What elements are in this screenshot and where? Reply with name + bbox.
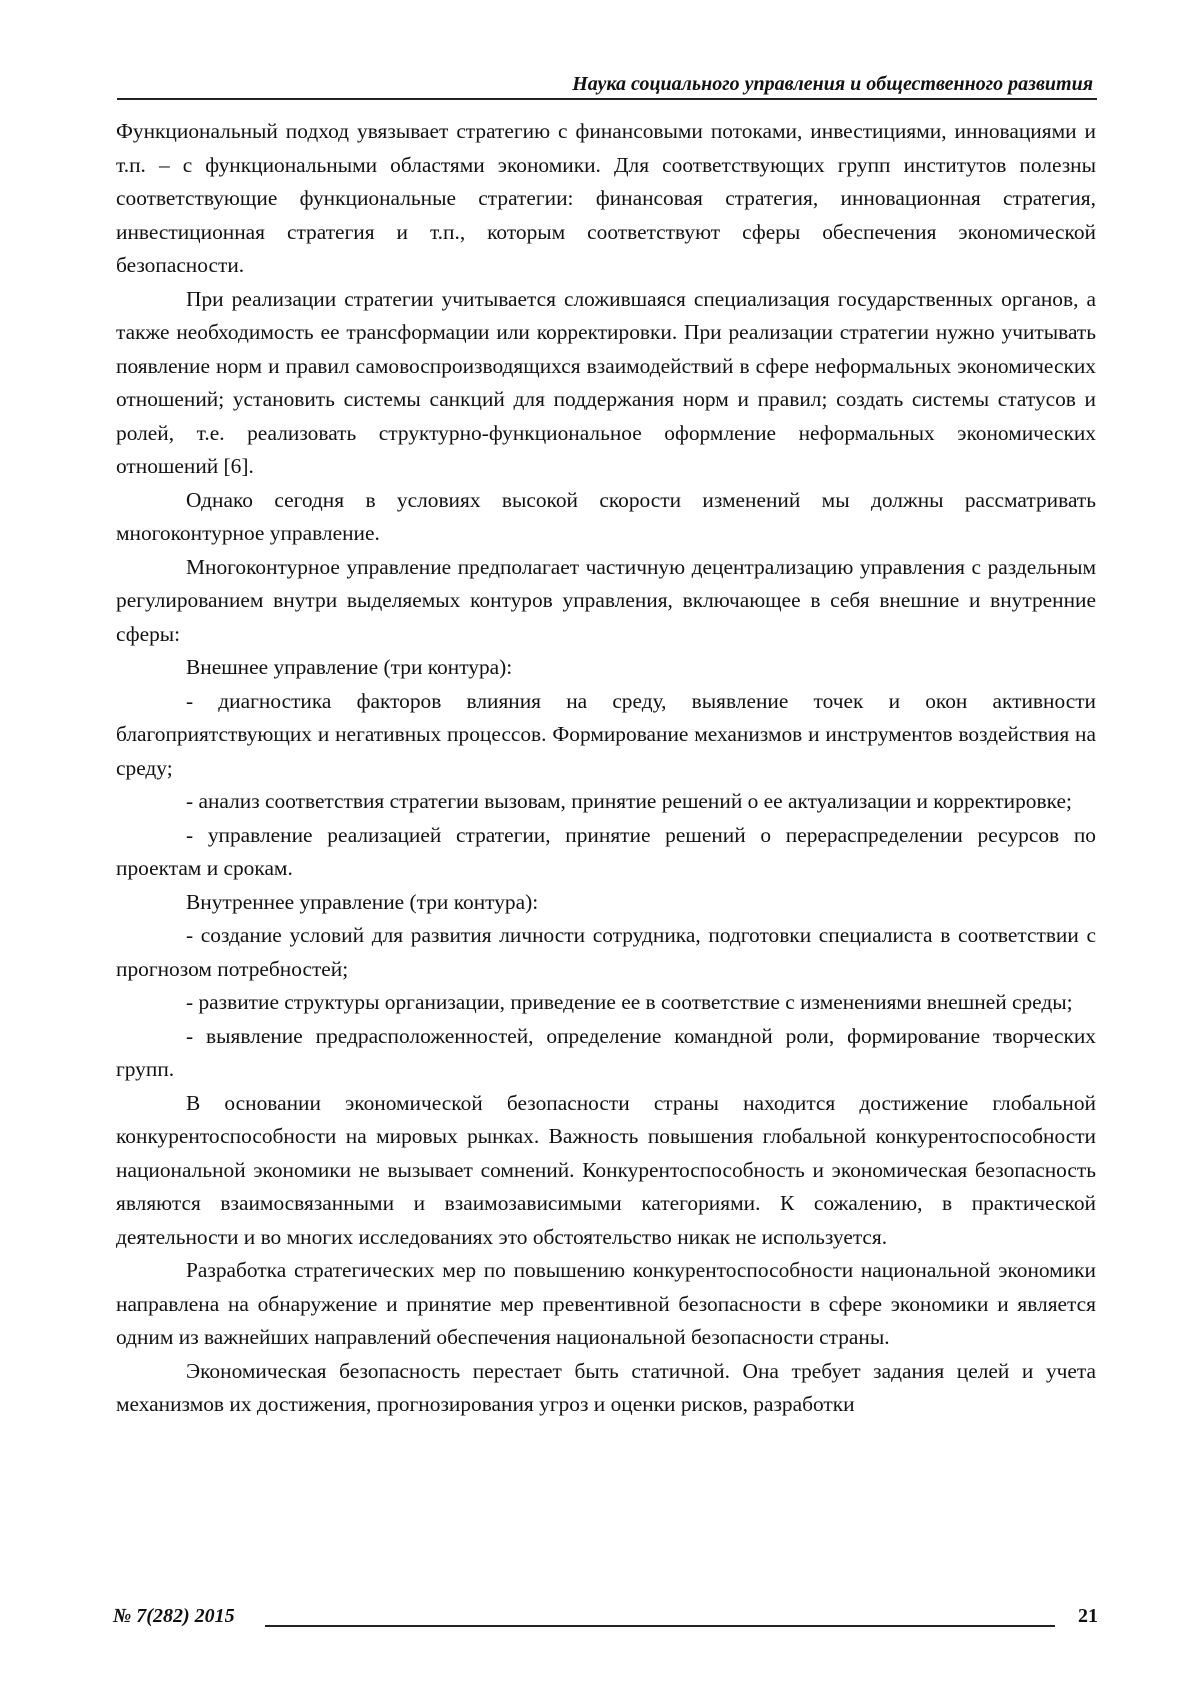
list-item: - выявление предрасположенностей, определение командной роли, формирование творческих групп. — [116, 1020, 1096, 1087]
page-header — [117, 70, 1097, 100]
issue-number: № 7(282) 2015 — [113, 1605, 235, 1628]
article-body — [116, 115, 1096, 1422]
list-item: - развитие структуры организации, приведение ее в соответствие с изменениями внешней среды; — [116, 986, 1096, 1020]
internal-management-heading: Внутреннее управление (три контура): — [116, 886, 1096, 920]
paragraph-functional-approach: Функциональный подход увязывает стратегию с финансовыми потоками, инвестициями, инновациями и т.п. – с функциональными областями экономики. Для соответствующих групп институтов полезны соответствующие функциональные стратегии: финансовая стратегия, инновационная стратегия, инвестиционная стратегия и т.п., которым соответствуют сферы обеспечения экономической безопасности. — [116, 115, 1096, 283]
paragraph-economic-security: Экономическая безопасность перестает быть статичной. Она требует задания целей и учета механизмов их достижения, прогнозирования угроз и оценки рисков, разработки — [116, 1355, 1096, 1422]
page-number: 21 — [1078, 1605, 1098, 1628]
list-item: - создание условий для развития личности сотрудника, подготовки специалиста в соответствии с прогнозом потребностей; — [116, 919, 1096, 986]
paragraph-multicontour-definition: Многоконтурное управление предполагает частичную децентрализацию управления с раздельным регулированием внутри выделяемых контуров управления, включающее в себя внешние и внутренние сферы: — [116, 551, 1096, 652]
list-item: - диагностика факторов влияния на среду, выявление точек и окон активности благоприятствующих и негативных процессов. Формирование механизмов и инструментов воздействия на среду; — [116, 685, 1096, 786]
paragraph-multicontour-intro: Однако сегодня в условиях высокой скорости изменений мы должны рассматривать многоконтурное управление. — [116, 484, 1096, 551]
external-management-heading: Внешнее управление (три контура): — [116, 651, 1096, 685]
paragraph-strategic-measures: Разработка стратегических мер по повышению конкурентоспособности национальной экономики направлена на обнаружение и принятие мер превентивной безопасности в сфере экономики и является одним из важнейших направлений обеспечения национальной безопасности страны. — [116, 1254, 1096, 1355]
footer-rule — [265, 1625, 1055, 1627]
list-item: - анализ соответствия стратегии вызовам, принятие решений о ее актуализации и корректировке; — [116, 785, 1096, 819]
paragraph-strategy-implementation: При реализации стратегии учитывается сложившаяся специализация государственных органов, а также необходимость ее трансформации или корректировки. При реализации стратегии нужно учитывать появление норм и правил самовоспроизводящихся взаимодействий в сфере неформальных экономических отношений; установить системы санкций для поддержания норм и правил; создать системы статусов и ролей, т.е. реализовать структурно-функциональное оформление неформальных экономических отношений [6]. — [116, 283, 1096, 484]
list-item: - управление реализацией стратегии, принятие решений о перераспределении ресурсов по проектам и срокам. — [116, 819, 1096, 886]
page-footer — [113, 1605, 1098, 1635]
running-title: Наука социального управления и общественного развития — [572, 73, 1093, 96]
paragraph-competitiveness: В основании экономической безопасности страны находится достижение глобальной конкурентоспособности на мировых рынках. Важность повышения глобальной конкурентоспособности национальной экономики не вызывает сомнений. Конкурентоспособность и экономическая безопасность являются взаимосвязанными и взаимозависимыми категориями. К сожалению, в практической деятельности и во многих исследованиях это обстоятельство никак не используется. — [116, 1087, 1096, 1255]
